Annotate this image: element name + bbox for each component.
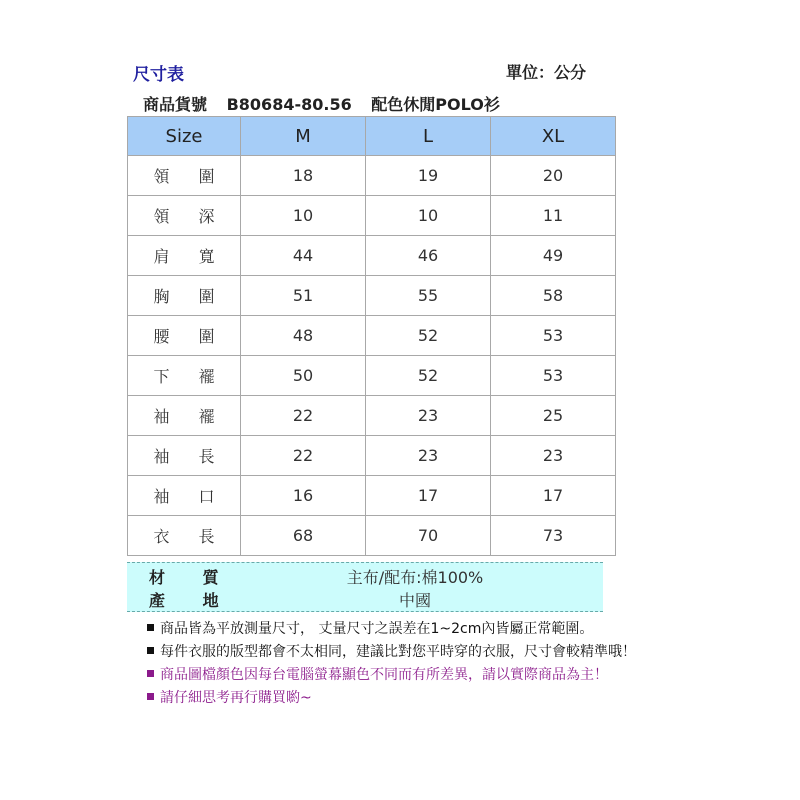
table-row bbox=[128, 316, 616, 356]
size-value: 52 bbox=[366, 316, 491, 356]
origin-label: 產 地 bbox=[149, 591, 235, 610]
notes-list bbox=[147, 618, 636, 710]
table-header-row bbox=[128, 117, 616, 156]
table-row bbox=[128, 516, 616, 556]
row-label: 衣 長 bbox=[128, 516, 241, 556]
bullet-icon bbox=[147, 670, 154, 677]
table-row bbox=[128, 436, 616, 476]
size-value: 55 bbox=[366, 276, 491, 316]
size-value: 19 bbox=[366, 156, 491, 196]
size-value: 20 bbox=[491, 156, 616, 196]
table-row bbox=[128, 276, 616, 316]
size-value: 25 bbox=[491, 396, 616, 436]
size-table-body bbox=[128, 156, 616, 556]
fabric-row bbox=[127, 565, 603, 587]
product-name: 配色休閒POLO衫 bbox=[371, 95, 500, 114]
size-value: 50 bbox=[241, 356, 366, 396]
fabric-value: 主布/配布:棉100% bbox=[346, 568, 484, 587]
note-item bbox=[147, 618, 636, 641]
page-title: 尺寸表 bbox=[133, 65, 184, 85]
size-value: 49 bbox=[491, 236, 616, 276]
size-value: 44 bbox=[241, 236, 366, 276]
size-value: 51 bbox=[241, 276, 366, 316]
material-section bbox=[127, 562, 603, 612]
size-value: 23 bbox=[366, 436, 491, 476]
size-value: 52 bbox=[366, 356, 491, 396]
note-text: 請仔細思考再行購買喲~ bbox=[160, 690, 312, 706]
size-value: 73 bbox=[491, 516, 616, 556]
size-value: 10 bbox=[241, 196, 366, 236]
size-value: 22 bbox=[241, 396, 366, 436]
note-item bbox=[147, 687, 636, 710]
size-value: 10 bbox=[366, 196, 491, 236]
size-value: 53 bbox=[491, 316, 616, 356]
product-code: B80684-80.56 bbox=[226, 95, 352, 114]
size-value: 17 bbox=[491, 476, 616, 516]
size-value: 48 bbox=[241, 316, 366, 356]
size-value: 11 bbox=[491, 196, 616, 236]
note-text: 商品圖檔顏色因每台電腦螢幕顯色不同而有所差異，請以實際商品為主！ bbox=[160, 667, 608, 683]
size-value: 17 bbox=[366, 476, 491, 516]
table-row bbox=[128, 356, 616, 396]
table-row bbox=[128, 476, 616, 516]
size-value: 16 bbox=[241, 476, 366, 516]
size-value: 22 bbox=[241, 436, 366, 476]
table-row bbox=[128, 156, 616, 196]
fabric-label: 材 質 bbox=[149, 568, 235, 587]
table-row bbox=[128, 196, 616, 236]
row-label: 領 深 bbox=[128, 196, 241, 236]
table-row bbox=[128, 396, 616, 436]
row-label: 肩 寬 bbox=[128, 236, 241, 276]
bullet-icon bbox=[147, 647, 154, 654]
product-label: 商品貨號 bbox=[143, 95, 208, 114]
note-item bbox=[147, 641, 636, 664]
size-value: 53 bbox=[491, 356, 616, 396]
size-value: 58 bbox=[491, 276, 616, 316]
header-xl: XL bbox=[491, 117, 616, 156]
row-label: 袖 長 bbox=[128, 436, 241, 476]
header-l: L bbox=[366, 117, 491, 156]
row-label: 胸 圍 bbox=[128, 276, 241, 316]
unit-label: 單位：公分 bbox=[506, 63, 587, 82]
header-m: M bbox=[241, 117, 366, 156]
row-label: 下 襬 bbox=[128, 356, 241, 396]
size-value: 68 bbox=[241, 516, 366, 556]
size-value: 23 bbox=[491, 436, 616, 476]
product-info bbox=[143, 92, 514, 115]
table-row bbox=[128, 236, 616, 276]
size-value: 70 bbox=[366, 516, 491, 556]
size-table bbox=[127, 116, 616, 556]
size-value: 18 bbox=[241, 156, 366, 196]
bullet-icon bbox=[147, 693, 154, 700]
header-size: Size bbox=[128, 117, 241, 156]
note-text: 每件衣服的版型都會不太相同，建議比對您平時穿的衣服，尺寸會較精準哦！ bbox=[160, 644, 636, 660]
row-label: 袖 口 bbox=[128, 476, 241, 516]
bullet-icon bbox=[147, 624, 154, 631]
size-value: 46 bbox=[366, 236, 491, 276]
note-item bbox=[147, 664, 636, 687]
row-label: 袖 襬 bbox=[128, 396, 241, 436]
row-label: 領 圍 bbox=[128, 156, 241, 196]
row-label: 腰 圍 bbox=[128, 316, 241, 356]
origin-value: 中國 bbox=[398, 591, 431, 610]
size-value: 23 bbox=[366, 396, 491, 436]
origin-row bbox=[127, 588, 603, 610]
note-text: 商品皆為平放測量尺寸， 丈量尺寸之誤差在1~2cm內皆屬正常範圍。 bbox=[160, 621, 594, 637]
